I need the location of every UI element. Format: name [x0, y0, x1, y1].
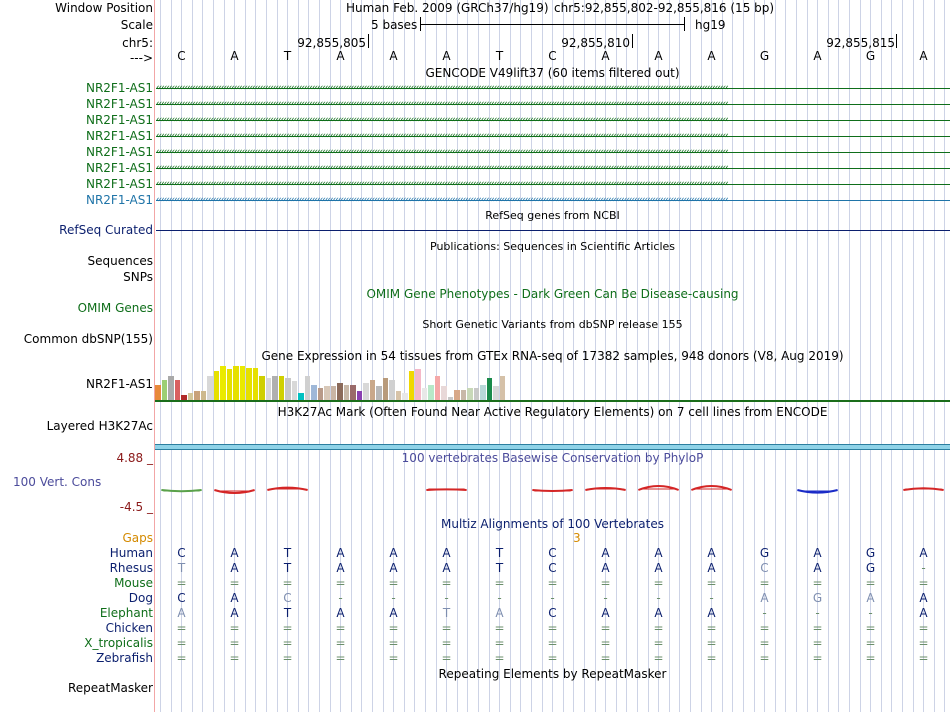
aligned-base: =: [759, 636, 770, 650]
base: A: [336, 49, 345, 63]
aligned-base: G: [812, 591, 823, 605]
aligned-base: -: [868, 606, 873, 620]
aligned-base: -: [709, 591, 714, 605]
base: C: [548, 49, 557, 63]
refseq-label[interactable]: RefSeq Curated: [59, 223, 153, 237]
gtex-tissue-bar[interactable]: [175, 380, 181, 400]
aligned-base: =: [388, 651, 399, 665]
chr-label: chr5:: [122, 36, 153, 50]
aligned-base: =: [918, 576, 929, 590]
aligned-base: =: [918, 636, 929, 650]
aligned-base: =: [865, 636, 876, 650]
gencode-gene-label[interactable]: NR2F1-AS1: [85, 81, 153, 95]
aligned-base: =: [494, 576, 505, 590]
gtex-bar-chart[interactable]: [155, 362, 950, 400]
aligned-base: A: [654, 561, 663, 575]
gtex-tissue-bar[interactable]: [214, 371, 220, 400]
gtex-gene-label[interactable]: NR2F1-AS1: [85, 377, 153, 391]
phylop-label[interactable]: 100 Vert. Cons: [13, 475, 102, 489]
gtex-tissue-bar[interactable]: [194, 391, 200, 400]
gencode-gene-label[interactable]: NR2F1-AS1: [85, 97, 153, 111]
aligned-base: T: [283, 606, 292, 620]
aligned-base: A: [389, 606, 398, 620]
gtex-tissue-bar[interactable]: [220, 366, 226, 400]
aligned-base: C: [760, 561, 769, 575]
aligned-base: A: [919, 546, 928, 560]
species-alignment-row[interactable]: [155, 546, 950, 560]
aligned-base: A: [919, 606, 928, 620]
base: A: [919, 49, 928, 63]
gtex-tissue-bar[interactable]: [201, 391, 207, 400]
aligned-base: =: [918, 621, 929, 635]
base: A: [601, 49, 610, 63]
aligned-base: =: [282, 651, 293, 665]
gtex-tissue-bar[interactable]: [162, 380, 168, 400]
aligned-base: A: [654, 606, 663, 620]
aligned-base: =: [335, 636, 346, 650]
gencode-gene-label[interactable]: NR2F1-AS1: [85, 161, 153, 175]
aligned-base: C: [283, 591, 292, 605]
ruler-tick-label-3: 92,855,815: [826, 36, 895, 50]
species-alignment-row[interactable]: [155, 636, 950, 650]
refseq-line[interactable]: [156, 230, 950, 231]
gtex-tissue-bar[interactable]: [227, 369, 233, 400]
gtex-tissue-bar[interactable]: [487, 378, 493, 400]
aligned-base: =: [282, 576, 293, 590]
aligned-base: A: [813, 546, 822, 560]
aligned-base: =: [176, 621, 187, 635]
gtex-tissue-bar[interactable]: [207, 376, 213, 400]
aligned-base: -: [762, 606, 767, 620]
aligned-base: T: [177, 561, 186, 575]
aligned-base: -: [338, 591, 343, 605]
gtex-tissue-bar[interactable]: [474, 388, 480, 400]
gtex-tissue-bar[interactable]: [428, 385, 434, 400]
aligned-base: =: [759, 621, 770, 635]
species-label[interactable]: Mouse: [114, 576, 153, 590]
aligned-base: =: [441, 621, 452, 635]
aligned-base: =: [600, 651, 611, 665]
publications-snps-label[interactable]: SNPs: [123, 270, 153, 284]
gtex-tissue-bar[interactable]: [396, 391, 402, 400]
strand-arrows: ‹‹‹‹‹‹‹‹‹‹‹‹‹‹‹‹‹‹‹‹‹‹‹‹‹‹‹‹‹‹‹‹‹‹‹‹‹‹‹‹‹‹‹‹‹‹‹‹‹‹‹‹‹‹‹‹‹‹‹‹‹‹‹‹‹‹‹‹‹‹‹‹‹‹‹‹‹‹‹‹‹‹‹‹‹‹‹‹‹‹‹‹‹‹‹‹‹‹‹‹‹‹‹‹‹‹‹‹‹‹‹‹‹‹‹‹‹‹‹‹‹‹‹‹‹‹‹‹‹‹‹‹‹‹‹‹‹‹‹‹‹‹‹‹‹‹‹‹‹‹‹‹‹‹‹‹‹‹‹‹‹‹‹‹‹‹‹‹‹‹‹‹‹‹‹‹‹‹‹‹‹‹‹‹‹‹‹‹‹‹‹‹‹‹‹‹‹‹‹‹‹‹‹‹‹‹‹‹‹‹‹‹‹‹‹‹‹‹‹‹: [156, 115, 728, 125]
gtex-tissue-bar[interactable]: [168, 376, 174, 400]
gtex-tissue-bar[interactable]: [383, 378, 389, 400]
gtex-tissue-bar[interactable]: [240, 366, 246, 400]
gtex-tissue-bar[interactable]: [259, 376, 265, 400]
aligned-base: C: [177, 591, 186, 605]
aligned-base: =: [441, 576, 452, 590]
aligned-base: =: [229, 651, 240, 665]
gtex-tissue-bar[interactable]: [389, 380, 395, 400]
gtex-tissue-bar[interactable]: [402, 393, 408, 400]
gtex-tissue-bar[interactable]: [266, 378, 272, 400]
ruler-tick-1: [368, 34, 369, 48]
aligned-base: -: [656, 591, 661, 605]
aligned-base: =: [494, 621, 505, 635]
aligned-base: =: [600, 636, 611, 650]
aligned-base: =: [600, 576, 611, 590]
species-alignment-row[interactable]: [155, 591, 950, 605]
scale-bar: [420, 24, 684, 25]
repeatmasker-title[interactable]: Repeating Elements by RepeatMasker: [438, 667, 667, 681]
species-label[interactable]: Human: [109, 546, 153, 560]
aligned-base: =: [441, 651, 452, 665]
aligned-base: A: [442, 561, 451, 575]
aligned-base: A: [230, 561, 239, 575]
species-alignment-row[interactable]: [155, 576, 950, 590]
aligned-base: G: [759, 546, 770, 560]
base: T: [495, 49, 504, 63]
aligned-base: A: [336, 606, 345, 620]
aligned-base: =: [653, 621, 664, 635]
strand-arrows: ‹‹‹‹‹‹‹‹‹‹‹‹‹‹‹‹‹‹‹‹‹‹‹‹‹‹‹‹‹‹‹‹‹‹‹‹‹‹‹‹‹‹‹‹‹‹‹‹‹‹‹‹‹‹‹‹‹‹‹‹‹‹‹‹‹‹‹‹‹‹‹‹‹‹‹‹‹‹‹‹‹‹‹‹‹‹‹‹‹‹‹‹‹‹‹‹‹‹‹‹‹‹‹‹‹‹‹‹‹‹‹‹‹‹‹‹‹‹‹‹‹‹‹‹‹‹‹‹‹‹‹‹‹‹‹‹‹‹‹‹‹‹‹‹‹‹‹‹‹‹‹‹‹‹‹‹‹‹‹‹‹‹‹‹‹‹‹‹‹‹‹‹‹‹‹‹‹‹‹‹‹‹‹‹‹‹‹‹‹‹‹‹‹‹‹‹‹‹‹‹‹‹‹‹‹‹‹‹‹‹‹‹‹‹‹‹‹‹‹‹: [156, 163, 728, 173]
aligned-base: =: [865, 651, 876, 665]
gencode-gene-label[interactable]: NR2F1-AS1: [85, 129, 153, 143]
species-label[interactable]: X_tropicalis: [84, 636, 153, 650]
strand-arrows: ‹‹‹‹‹‹‹‹‹‹‹‹‹‹‹‹‹‹‹‹‹‹‹‹‹‹‹‹‹‹‹‹‹‹‹‹‹‹‹‹‹‹‹‹‹‹‹‹‹‹‹‹‹‹‹‹‹‹‹‹‹‹‹‹‹‹‹‹‹‹‹‹‹‹‹‹‹‹‹‹‹‹‹‹‹‹‹‹‹‹‹‹‹‹‹‹‹‹‹‹‹‹‹‹‹‹‹‹‹‹‹‹‹‹‹‹‹‹‹‹‹‹‹‹‹‹‹‹‹‹‹‹‹‹‹‹‹‹‹‹‹‹‹‹‹‹‹‹‹‹‹‹‹‹‹‹‹‹‹‹‹‹‹‹‹‹‹‹‹‹‹‹‹‹‹‹‹‹‹‹‹‹‹‹‹‹‹‹‹‹‹‹‹‹‹‹‹‹‹‹‹‹‹‹‹‹‹‹‹‹‹‹‹‹‹‹‹‹‹‹: [156, 131, 728, 141]
aligned-base: -: [921, 561, 926, 575]
aligned-base: =: [653, 651, 664, 665]
gtex-tissue-bar[interactable]: [461, 390, 467, 400]
aligned-base: A: [336, 546, 345, 560]
aligned-base: A: [230, 591, 239, 605]
omim-label[interactable]: OMIM Genes: [77, 301, 153, 315]
ruler-tick-3: [896, 34, 897, 48]
gtex-tissue-bar[interactable]: [337, 383, 343, 400]
aligned-base: =: [388, 576, 399, 590]
assembly-text[interactable]: Human Feb. 2009 (GRCh37/hg19): [346, 1, 549, 15]
aligned-base: -: [603, 591, 608, 605]
aligned-base: =: [759, 576, 770, 590]
publications-title[interactable]: Publications: Sequences in Scientific Articles: [430, 240, 675, 253]
gencode-gene-label[interactable]: NR2F1-AS1: [85, 177, 153, 191]
aligned-base: A: [813, 561, 822, 575]
aligned-base: =: [176, 651, 187, 665]
refseq-title[interactable]: RefSeq genes from NCBI: [485, 209, 620, 222]
publications-sequences-label[interactable]: Sequences: [87, 254, 153, 268]
aligned-base: A: [177, 606, 186, 620]
gtex-tissue-bar[interactable]: [480, 385, 486, 400]
ruler-tick-2: [632, 34, 633, 48]
base: C: [177, 49, 186, 63]
gtex-tissue-bar[interactable]: [188, 393, 194, 400]
h3k27ac-signal[interactable]: [155, 444, 950, 450]
species-alignment-row[interactable]: [155, 606, 950, 620]
aligned-base: T: [495, 546, 504, 560]
strand-arrows: ‹‹‹‹‹‹‹‹‹‹‹‹‹‹‹‹‹‹‹‹‹‹‹‹‹‹‹‹‹‹‹‹‹‹‹‹‹‹‹‹‹‹‹‹‹‹‹‹‹‹‹‹‹‹‹‹‹‹‹‹‹‹‹‹‹‹‹‹‹‹‹‹‹‹‹‹‹‹‹‹‹‹‹‹‹‹‹‹‹‹‹‹‹‹‹‹‹‹‹‹‹‹‹‹‹‹‹‹‹‹‹‹‹‹‹‹‹‹‹‹‹‹‹‹‹‹‹‹‹‹‹‹‹‹‹‹‹‹‹‹‹‹‹‹‹‹‹‹‹‹‹‹‹‹‹‹‹‹‹‹‹‹‹‹‹‹‹‹‹‹‹‹‹‹‹‹‹‹‹‹‹‹‹‹‹‹‹‹‹‹‹‹‹‹‹‹‹‹‹‹‹‹‹‹‹‹‹‹‹‹‹‹‹‹‹‹‹‹‹‹: [156, 83, 728, 93]
aligned-base: C: [548, 606, 557, 620]
base: G: [865, 49, 876, 63]
aligned-base: -: [497, 591, 502, 605]
aligned-base: =: [176, 636, 187, 650]
aligned-base: A: [654, 546, 663, 560]
phylop-max-label: 4.88 _: [116, 451, 153, 465]
gtex-tissue-bar[interactable]: [454, 390, 460, 400]
gtex-tissue-bar[interactable]: [233, 366, 239, 400]
gtex-title[interactable]: Gene Expression in 54 tissues from GTEx RNA-seq of 17382 samples, 948 donors (V8, Aug 2019): [261, 349, 844, 363]
multiz-title[interactable]: Multiz Alignments of 100 Vertebrates: [440, 517, 665, 531]
gtex-tissue-bar[interactable]: [363, 383, 369, 400]
aligned-base: =: [918, 651, 929, 665]
h3k27ac-title[interactable]: H3K27Ac Mark (Often Found Near Active Regulatory Elements) on 7 cell lines from ENCODE: [277, 405, 828, 419]
strand-arrows: ‹‹‹‹‹‹‹‹‹‹‹‹‹‹‹‹‹‹‹‹‹‹‹‹‹‹‹‹‹‹‹‹‹‹‹‹‹‹‹‹‹‹‹‹‹‹‹‹‹‹‹‹‹‹‹‹‹‹‹‹‹‹‹‹‹‹‹‹‹‹‹‹‹‹‹‹‹‹‹‹‹‹‹‹‹‹‹‹‹‹‹‹‹‹‹‹‹‹‹‹‹‹‹‹‹‹‹‹‹‹‹‹‹‹‹‹‹‹‹‹‹‹‹‹‹‹‹‹‹‹‹‹‹‹‹‹‹‹‹‹‹‹‹‹‹‹‹‹‹‹‹‹‹‹‹‹‹‹‹‹‹‹‹‹‹‹‹‹‹‹‹‹‹‹‹‹‹‹‹‹‹‹‹‹‹‹‹‹‹‹‹‹‹‹‹‹‹‹‹‹‹‹‹‹‹‹‹‹‹‹‹‹‹‹‹‹‹‹‹‹: [156, 179, 728, 189]
aligned-base: =: [653, 576, 664, 590]
base: A: [442, 49, 451, 63]
gtex-tissue-bar[interactable]: [253, 368, 259, 400]
phylop-plot[interactable]: [155, 470, 950, 510]
aligned-base: =: [547, 621, 558, 635]
aligned-base: =: [388, 636, 399, 650]
gtex-tissue-bar[interactable]: [415, 369, 421, 400]
aligned-base: =: [388, 621, 399, 635]
aligned-base: C: [548, 561, 557, 575]
species-alignment-row[interactable]: [155, 651, 950, 665]
aligned-base: =: [865, 576, 876, 590]
gencode-title[interactable]: GENCODE V49lift37 (60 items filtered out): [425, 66, 680, 80]
gtex-tissue-bar[interactable]: [311, 385, 317, 400]
species-label[interactable]: Rhesus: [109, 561, 153, 575]
aligned-base: =: [494, 651, 505, 665]
aligned-base: =: [282, 636, 293, 650]
species-alignment-row[interactable]: [155, 621, 950, 635]
gap-count: 3: [573, 531, 581, 545]
phylop-title[interactable]: 100 vertebrates Basewise Conservation by PhyloP: [401, 451, 704, 465]
aligned-base: =: [176, 576, 187, 590]
aligned-base: T: [495, 561, 504, 575]
repeatmasker-label[interactable]: RepeatMasker: [67, 681, 153, 695]
gtex-tissue-bar[interactable]: [344, 385, 350, 400]
aligned-base: A: [601, 546, 610, 560]
aligned-base: =: [600, 621, 611, 635]
aligned-base: =: [494, 636, 505, 650]
aligned-base: -: [815, 606, 820, 620]
gtex-tissue-bar[interactable]: [155, 385, 161, 400]
aligned-base: A: [601, 606, 610, 620]
aligned-base: =: [865, 621, 876, 635]
aligned-base: A: [919, 591, 928, 605]
strand-arrows: ‹‹‹‹‹‹‹‹‹‹‹‹‹‹‹‹‹‹‹‹‹‹‹‹‹‹‹‹‹‹‹‹‹‹‹‹‹‹‹‹‹‹‹‹‹‹‹‹‹‹‹‹‹‹‹‹‹‹‹‹‹‹‹‹‹‹‹‹‹‹‹‹‹‹‹‹‹‹‹‹‹‹‹‹‹‹‹‹‹‹‹‹‹‹‹‹‹‹‹‹‹‹‹‹‹‹‹‹‹‹‹‹‹‹‹‹‹‹‹‹‹‹‹‹‹‹‹‹‹‹‹‹‹‹‹‹‹‹‹‹‹‹‹‹‹‹‹‹‹‹‹‹‹‹‹‹‹‹‹‹‹‹‹‹‹‹‹‹‹‹‹‹‹‹‹‹‹‹‹‹‹‹‹‹‹‹‹‹‹‹‹‹‹‹‹‹‹‹‹‹‹‹‹‹‹‹‹‹‹‹‹‹‹‹‹‹‹‹‹‹: [156, 195, 728, 205]
species-label[interactable]: Chicken: [105, 621, 153, 635]
scale-bar-left-cap: [420, 17, 421, 31]
aligned-base: A: [707, 606, 716, 620]
aligned-base: =: [653, 636, 664, 650]
strand-label: --->: [129, 51, 153, 65]
gtex-tissue-bar[interactable]: [246, 368, 252, 400]
aligned-base: A: [336, 561, 345, 575]
dbsnp-label[interactable]: Common dbSNP(155): [23, 332, 153, 346]
gtex-tissue-bar[interactable]: [331, 386, 337, 400]
gtex-tissue-bar[interactable]: [318, 388, 324, 400]
gtex-tissue-bar[interactable]: [441, 386, 447, 400]
gtex-tissue-bar[interactable]: [279, 376, 285, 400]
scale-bar-right-cap: [684, 17, 685, 31]
gtex-baseline: [155, 400, 950, 402]
aligned-base: C: [548, 546, 557, 560]
aligned-base: =: [441, 636, 452, 650]
gtex-tissue-bar[interactable]: [500, 376, 506, 400]
aligned-base: =: [706, 576, 717, 590]
gtex-tissue-bar[interactable]: [305, 376, 311, 400]
aligned-base: A: [230, 546, 239, 560]
aligned-base: C: [177, 546, 186, 560]
aligned-base: =: [706, 651, 717, 665]
aligned-base: T: [283, 561, 292, 575]
window-position-label: Window Position: [55, 1, 153, 15]
base: A: [654, 49, 663, 63]
gtex-tissue-bar[interactable]: [350, 385, 356, 400]
aligned-base: =: [282, 621, 293, 635]
gencode-gene-label[interactable]: NR2F1-AS1: [85, 145, 153, 159]
species-label[interactable]: Elephant: [99, 606, 153, 620]
base: G: [759, 49, 770, 63]
aligned-base: =: [335, 651, 346, 665]
aligned-base: G: [865, 546, 876, 560]
aligned-base: =: [229, 576, 240, 590]
aligned-base: A: [389, 561, 398, 575]
aligned-base: A: [707, 546, 716, 560]
base-sequence: [155, 49, 950, 63]
h3k27ac-label[interactable]: Layered H3K27Ac: [46, 419, 153, 433]
aligned-base: =: [812, 636, 823, 650]
gtex-tissue-bar[interactable]: [409, 371, 415, 400]
species-alignment-row[interactable]: [155, 561, 950, 575]
aligned-base: -: [444, 591, 449, 605]
gtex-tissue-bar[interactable]: [376, 386, 382, 400]
scale-label: Scale: [120, 18, 153, 32]
aligned-base: =: [759, 651, 770, 665]
aligned-base: =: [706, 621, 717, 635]
gtex-tissue-bar[interactable]: [285, 378, 291, 400]
gtex-tissue-bar[interactable]: [324, 386, 330, 400]
strand-arrows: ‹‹‹‹‹‹‹‹‹‹‹‹‹‹‹‹‹‹‹‹‹‹‹‹‹‹‹‹‹‹‹‹‹‹‹‹‹‹‹‹‹‹‹‹‹‹‹‹‹‹‹‹‹‹‹‹‹‹‹‹‹‹‹‹‹‹‹‹‹‹‹‹‹‹‹‹‹‹‹‹‹‹‹‹‹‹‹‹‹‹‹‹‹‹‹‹‹‹‹‹‹‹‹‹‹‹‹‹‹‹‹‹‹‹‹‹‹‹‹‹‹‹‹‹‹‹‹‹‹‹‹‹‹‹‹‹‹‹‹‹‹‹‹‹‹‹‹‹‹‹‹‹‹‹‹‹‹‹‹‹‹‹‹‹‹‹‹‹‹‹‹‹‹‹‹‹‹‹‹‹‹‹‹‹‹‹‹‹‹‹‹‹‹‹‹‹‹‹‹‹‹‹‹‹‹‹‹‹‹‹‹‹‹‹‹‹‹‹‹‹: [156, 147, 728, 157]
aligned-base: A: [760, 591, 769, 605]
aligned-base: A: [866, 591, 875, 605]
aligned-base: =: [229, 636, 240, 650]
phylop-min-label: -4.5 _: [119, 500, 153, 514]
aligned-base: =: [335, 576, 346, 590]
aligned-base: A: [601, 561, 610, 575]
base: A: [707, 49, 716, 63]
gtex-tissue-bar[interactable]: [298, 393, 304, 400]
aligned-base: =: [547, 576, 558, 590]
gtex-tissue-bar[interactable]: [422, 388, 428, 400]
gtex-tissue-bar[interactable]: [357, 391, 363, 400]
aligned-base: =: [229, 621, 240, 635]
gencode-gene-label[interactable]: NR2F1-AS1: [85, 113, 153, 127]
gtex-tissue-bar[interactable]: [370, 380, 376, 400]
gtex-tissue-bar[interactable]: [292, 381, 298, 400]
gtex-tissue-bar[interactable]: [493, 386, 499, 400]
aligned-base: =: [812, 651, 823, 665]
gtex-tissue-bar[interactable]: [467, 388, 473, 400]
base: A: [813, 49, 822, 63]
dbsnp-title[interactable]: Short Genetic Variants from dbSNP release 155: [422, 318, 683, 331]
aligned-base: A: [230, 606, 239, 620]
aligned-base: =: [547, 651, 558, 665]
aligned-base: A: [707, 561, 716, 575]
omim-title[interactable]: OMIM Gene Phenotypes - Dark Green Can Be Disease-causing: [366, 287, 739, 301]
aligned-base: A: [442, 546, 451, 560]
aligned-base: =: [547, 636, 558, 650]
species-label[interactable]: Zebrafish: [96, 651, 153, 665]
base: A: [230, 49, 239, 63]
gtex-tissue-bar[interactable]: [272, 376, 278, 400]
species-label[interactable]: Dog: [128, 591, 153, 605]
gencode-gene-label[interactable]: NR2F1-AS1: [85, 193, 153, 207]
strand-arrows: ‹‹‹‹‹‹‹‹‹‹‹‹‹‹‹‹‹‹‹‹‹‹‹‹‹‹‹‹‹‹‹‹‹‹‹‹‹‹‹‹‹‹‹‹‹‹‹‹‹‹‹‹‹‹‹‹‹‹‹‹‹‹‹‹‹‹‹‹‹‹‹‹‹‹‹‹‹‹‹‹‹‹‹‹‹‹‹‹‹‹‹‹‹‹‹‹‹‹‹‹‹‹‹‹‹‹‹‹‹‹‹‹‹‹‹‹‹‹‹‹‹‹‹‹‹‹‹‹‹‹‹‹‹‹‹‹‹‹‹‹‹‹‹‹‹‹‹‹‹‹‹‹‹‹‹‹‹‹‹‹‹‹‹‹‹‹‹‹‹‹‹‹‹‹‹‹‹‹‹‹‹‹‹‹‹‹‹‹‹‹‹‹‹‹‹‹‹‹‹‹‹‹‹‹‹‹‹‹‹‹‹‹‹‹‹‹‹‹‹‹: [156, 99, 728, 109]
ruler-tick-label-2: 92,855,810: [561, 36, 630, 50]
scale-bases-text: 5 bases: [371, 18, 418, 32]
aligned-base: -: [550, 591, 555, 605]
scale-db-text: hg19: [695, 18, 726, 32]
aligned-base: T: [283, 546, 292, 560]
base: T: [283, 49, 292, 63]
aligned-base: -: [391, 591, 396, 605]
aligned-base: =: [812, 621, 823, 635]
ruler-tick-label-1: 92,855,805: [297, 36, 366, 50]
gaps-label[interactable]: Gaps: [122, 531, 153, 545]
base: A: [389, 49, 398, 63]
aligned-base: G: [865, 561, 876, 575]
position-text[interactable]: chr5:92,855,802-92,855,816 (15 bp): [554, 1, 775, 15]
aligned-base: =: [812, 576, 823, 590]
aligned-base: A: [389, 546, 398, 560]
aligned-base: T: [442, 606, 451, 620]
gtex-tissue-bar[interactable]: [435, 376, 441, 400]
aligned-base: =: [706, 636, 717, 650]
aligned-base: =: [335, 621, 346, 635]
aligned-base: A: [495, 606, 504, 620]
